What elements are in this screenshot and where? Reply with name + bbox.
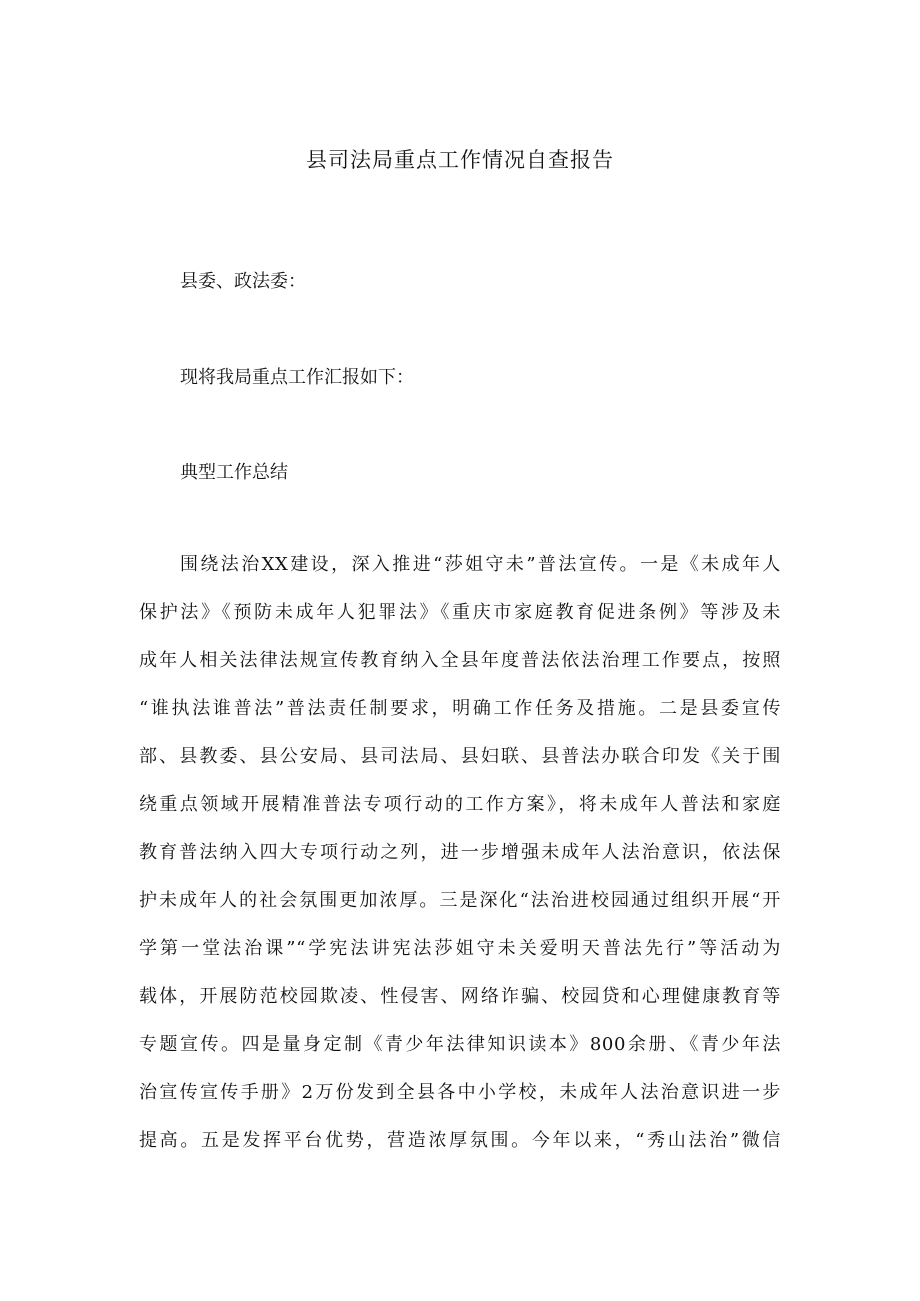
body-line: “谁执法谁普法”普法责任制要求，明确工作任务及措施。二是县委宣传 bbox=[139, 698, 781, 719]
body-line: 围绕法治XX建设，深入推进“莎姐守未”普法宣传。一是《未成年人 bbox=[180, 554, 781, 575]
body-line: 教育普法纳入四大专项行动之列，进一步增强未成年人法治意识，依法保 bbox=[139, 842, 781, 863]
intro-paragraph: 现将我局重点工作汇报如下： bbox=[180, 367, 414, 388]
body-line: 专题宣传。四是量身定制《青少年法律知识读本》800余册、《青少年法 bbox=[139, 1034, 781, 1055]
body-line: 学第一堂法治课”“学宪法讲宪法莎姐守未关爱明天普法先行”等活动为 bbox=[139, 938, 781, 959]
body-line: 护未成年人的社会氛围更加浓厚。三是深化“法治进校园通过组织开展“开 bbox=[139, 890, 781, 911]
body-line: 绕重点领域开展精准普法专项行动的工作方案》，将未成年人普法和家庭 bbox=[139, 794, 781, 815]
body-line: 治宣传宣传手册》2万份发到全县各中小学校，未成年人法治意识进一步 bbox=[139, 1082, 781, 1103]
body-line: 提高。五是发挥平台优势，营造浓厚氛围。今年以来，“秀山法治”微信 bbox=[139, 1130, 781, 1151]
body-line: 载体，开展防范校园欺凌、性侵害、网络诈骗、校园贷和心理健康教育等 bbox=[139, 986, 781, 1007]
body-line: 保护法》《预防未成年人犯罪法》《重庆市家庭教育促进条例》等涉及未 bbox=[139, 602, 781, 623]
body-line: 部、县教委、县公安局、县司法局、县妇联、县普法办联合印发《关于围 bbox=[139, 746, 781, 767]
salutation: 县委、政法委： bbox=[180, 271, 306, 292]
section-heading: 典型工作总结 bbox=[180, 462, 288, 483]
document-title: 县司法局重点工作情况自查报告 bbox=[306, 148, 614, 172]
body-paragraph bbox=[139, 547, 781, 1171]
body-line: 成年人相关法律法规宣传教育纳入全县年度普法依法治理工作要点，按照 bbox=[139, 650, 781, 671]
